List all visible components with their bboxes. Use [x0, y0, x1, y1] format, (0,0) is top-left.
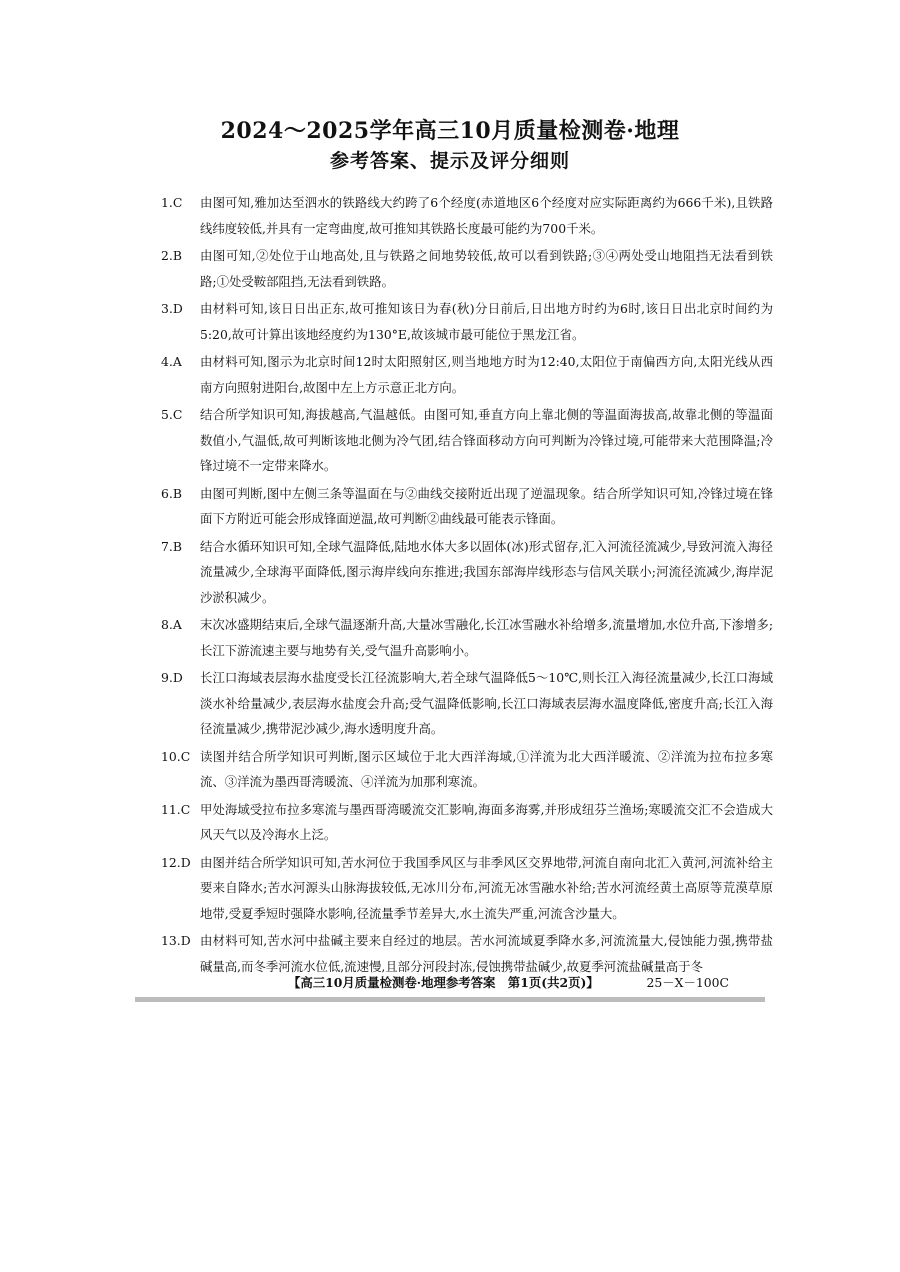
answer-explanation: 末次冰盛期结束后,全球气温逐渐升高,大量冰雪融化,长江冰雪融水补给增多,流量增加,水位升高,下渗增多;长江下游流速主要与地势有关,受气温升高影响小。 [200, 617, 773, 658]
answer-item-9 [161, 665, 773, 742]
answer-number: 3.D [161, 301, 183, 316]
answer-number: 4.A [161, 354, 182, 369]
answer-number: 11.C [161, 801, 191, 817]
answer-item-2 [161, 243, 773, 294]
answer-explanation: 由图可知,②处位于山地高处,且与铁路之间地势较低,故可以看到铁路;③④两处受山地阻挡无法看到铁路;①处受鞍部阻挡,无法看到铁路。 [200, 248, 773, 289]
answer-number: 5.C [161, 407, 183, 422]
answer-explanation: 结合所学知识可知,海拔越高,气温越低。由图可知,垂直方向上靠北侧的等温面海拔高,故靠北侧的等温面数值小,气温低,故可判断该地北侧为冷气团,结合锋面移动方向可判断为冷锋过境,可能带来大范围降温;冷锋过境不一定带来降水。 [200, 407, 773, 473]
answer-number: 7.B [161, 538, 182, 554]
answer-explanation: 甲处海域受拉布拉多寒流与墨西哥湾暖流交汇影响,海面多海雾,并形成纽芬兰渔场;寒暖流交汇不会造成大风天气以及冷海水上泛。 [200, 801, 773, 842]
answer-item-10 [161, 744, 773, 795]
answer-explanation: 由图可知,雅加达至泗水的铁路线大约跨了6个经度(赤道地区6个经度对应实际距离约为666千米),且铁路线纬度较低,并具有一定弯曲度,故可推知其铁路长度最可能约为700千米。 [200, 195, 773, 236]
answer-number: 9.D [161, 670, 183, 685]
answer-list [161, 190, 773, 981]
answer-number: 1.C [161, 195, 183, 210]
answer-item-4 [161, 349, 773, 400]
answer-explanation: 由图可判断,图中左侧三条等温面在与②曲线交接附近出现了逆温现象。结合所学知识可知,冷锋过境在锋面下方附近可能会形成锋面逆温,故可判断②曲线最可能表示锋面。 [200, 485, 773, 526]
footer-divider [135, 997, 765, 1002]
footer-page-info: 【高三10月质量检测卷·地理参考答案 第1页(共2页)】 [288, 975, 599, 990]
page-subtitle: 参考答案、提示及评分细则 [329, 150, 570, 172]
answer-explanation: 由材料可知,该日日出正东,故可推知该日为春(秋)分日前后,日出地方时约为6时,该日日出北京时间约为5:20,故可计算出该地经度约为130°E,故该城市最可能位于黑龙江省。 [200, 301, 773, 342]
answer-number: 8.A [161, 617, 182, 632]
answer-explanation: 读图并结合所学知识可判断,图示区域位于北大西洋海域,①洋流为北大西洋暖流、②洋流为拉布拉多寒流、③洋流为墨西哥湾暖流、④洋流为加那利寒流。 [200, 748, 773, 789]
answer-explanation: 由材料可知,苦水河中盐碱主要来自经过的地层。苦水河流域夏季降水多,河流流量大,侵蚀能力强,携带盐碱量高,而冬季河流水位低,流速慢,且部分河段封冻,侵蚀携带盐碱少,故夏季河流盐碱量高于冬 [200, 933, 773, 974]
answer-number: 10.C [161, 748, 191, 764]
footer-paper-code: 25－X－100C [646, 975, 729, 990]
answer-item-7 [161, 534, 773, 611]
answer-number: 2.B [161, 248, 182, 263]
answer-item-3 [161, 296, 773, 347]
answer-number: 6.B [161, 485, 182, 501]
answer-explanation: 由图并结合所学知识可知,苦水河位于我国季风区与非季风区交界地带,河流自南向北汇入黄河,河流补给主要来自降水;苦水河源头山脉海拔较低,无冰川分布,河流无冰雪融水补给;苦水河流经黄土高原等荒漠草原地带,受夏季短时强降水影响,径流量季节差异大,水土流失严重,河流含沙量大。 [200, 854, 773, 921]
answer-item-5 [161, 402, 773, 479]
answer-item-12 [161, 850, 773, 927]
answer-explanation: 由材料可知,图示为北京时间12时太阳照射区,则当地地方时为12:40,太阳位于南偏西方向,太阳光线从西南方向照射进阳台,故图中左上方示意正北方向。 [200, 354, 773, 395]
answer-item-13 [161, 928, 773, 979]
answer-explanation: 长江口海域表层海水盐度受长江径流影响大,若全球气温降低5～10℃,则长江入海径流量减少,长江口海域淡水补给量减少,表层海水盐度会升高;受气温降低影响,长江口海域表层海水温度降低,密度升高;长江入海径流量减少,携带泥沙减少,海水透明度升高。 [200, 670, 773, 736]
answer-item-6 [161, 481, 773, 532]
answer-number: 13.D [161, 933, 191, 948]
answer-number: 12.D [161, 854, 191, 870]
page-title: 2024～2025学年高三10月质量检测卷·地理 [220, 118, 680, 144]
answer-item-8 [161, 612, 773, 663]
answer-item-1 [161, 190, 773, 241]
answer-item-11 [161, 797, 773, 848]
answer-explanation: 结合水循环知识可知,全球气温降低,陆地水体大多以固体(冰)形式留存,汇入河流径流减少,导致河流入海径流量减少,全球海平面降低,图示海岸线向东推进;我国东部海岸线形态与信风关联小;河流径流减少,海岸泥沙淤积减少。 [200, 538, 773, 605]
page-footer [135, 973, 765, 993]
